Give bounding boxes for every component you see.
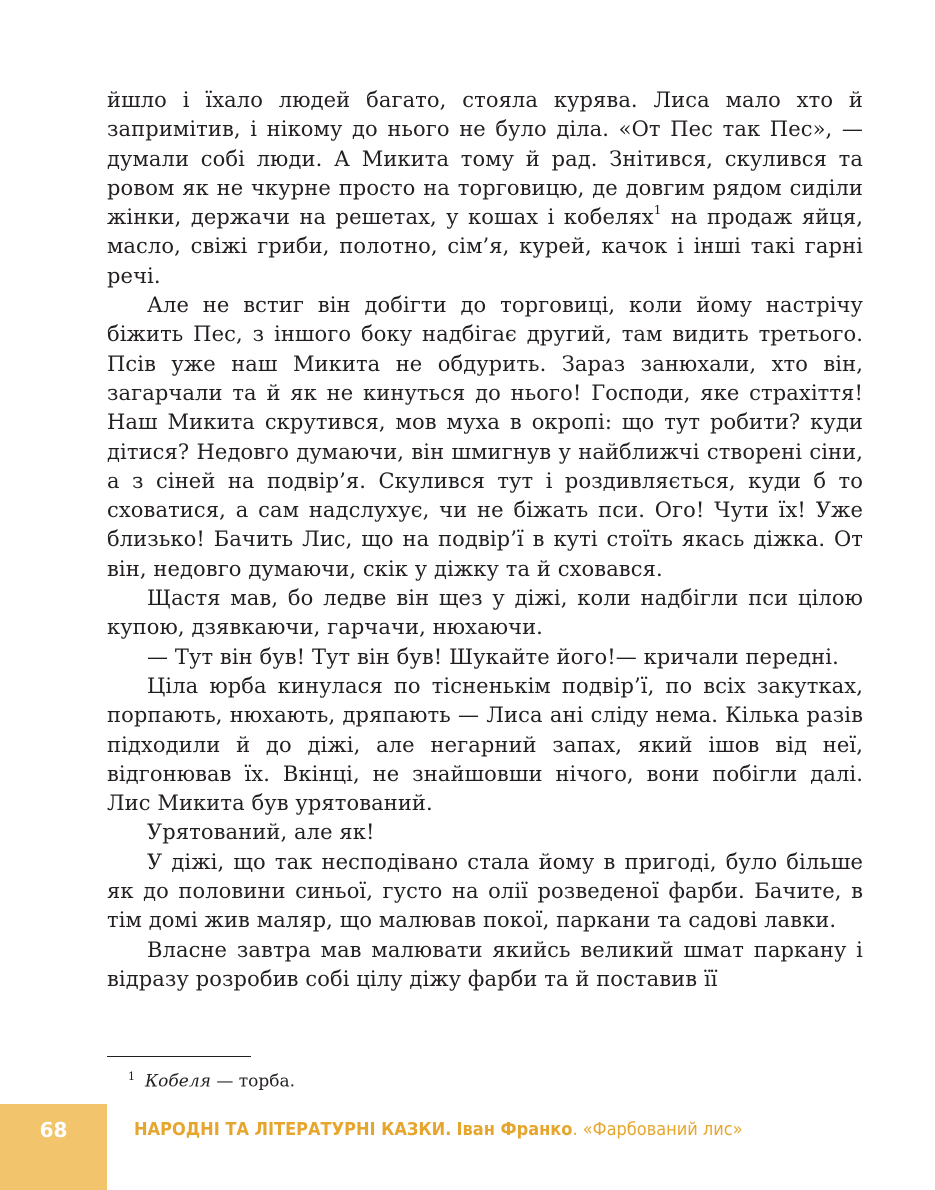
running-footer [134, 1119, 743, 1140]
work-title: «Фарбований лис» [582, 1119, 743, 1140]
page-number: 68 [39, 1118, 68, 1142]
paragraph-6: Урятований, але як! [147, 820, 375, 845]
paragraph-7: У діжі, що так несподівано стала йому в пригоді, було більше як до половини синьої, густо на олії розведеної фарби. Бачите, в тім домі жив маляр, що малював покої, паркани та садові лавки. [107, 849, 863, 933]
paragraph-5: Ціла юрба кинулася по тісненькім подвір’ї, по всіх закутках, порпають, нюхають, дряпають — Лиса ані сліду нема. Кілька разів підходили й до діжі, але негарний запах, який ішов від неї, відгонював їх. Вкінці, не знайшовши нічого, вони побігли далі. Лис Микита був урятований. [107, 673, 863, 816]
paragraph-3: Щастя мав, бо ледве він щез у діжі, коли надбігли пси цілою купою, дзявкаючи, гарчачи, нюхаючи. [107, 586, 863, 640]
body-text [107, 86, 863, 994]
paragraph-4: — Тут він був! Тут він був! Шукайте його!— кричали передні. [147, 644, 839, 669]
paragraph-1-text-cont: на продаж яйця, масло, свіжі гриби, полотно, сім’я, курей, качок і інші такі гарні речі. [107, 205, 863, 288]
footnote-mark: 1 [128, 1070, 135, 1083]
footnote-reference[interactable]: 1 [653, 203, 662, 218]
paragraph-1-text: йшло і їхало людей багато, стояла курява. Лиса мало хто й запримітив, і нікому до нього не було діла. «От Пес так Пес», — думали собі люди. А Микита тому й рад. Знітився, скулився та ровом як не чкурне просто на торговицю, де довгим рядом сиділи жінки, держачи на решетах, у кошах і кобелях [107, 88, 863, 230]
paragraph-1 [107, 86, 863, 291]
section-title: НАРОДНІ ТА ЛІТЕРАТУРНІ КАЗКИ. [134, 1119, 452, 1140]
paragraph-2: Але не встиг він добігти до торговиці, коли йому настрічу біжить Пес, з іншого боку надбігає другий, там видить третього. Псів уже наш Микита не обдурить. Зараз занюхали, хто він, загарчали та й як не кинуться до нього! Господи, яке страхіття! Наш Микита скрутився, мов муха в окропі: що тут робити? куди дітися? Недовго думаючи, він шмигнув у найближчі створені сіни, а з сіней на подвір’я. Скулився тут і роздивляється, куди б то сховатися, а сам надслухує, чи не біжать пси. Ого! Чути їх! Уже близько! Бачить Лис, що на подвір’ї в куті стоїть якась діжка. От він, недовго думаючи, скік у діжку та й сховався. [107, 293, 863, 581]
footer-separator: . [572, 1119, 578, 1140]
footnote-definition: — торба. [210, 1071, 296, 1092]
page-number-tab [0, 1104, 107, 1190]
footnote [128, 1066, 295, 1093]
author-name: Іван Франко [456, 1119, 573, 1140]
paragraph-8: Власне завтра мав малювати якийсь великий шмат паркану і відразу розробив собі цілу діжу фарби та й поставив її [107, 937, 863, 991]
footnote-term: Кобеля [145, 1071, 211, 1092]
footnote-divider [107, 1056, 251, 1057]
